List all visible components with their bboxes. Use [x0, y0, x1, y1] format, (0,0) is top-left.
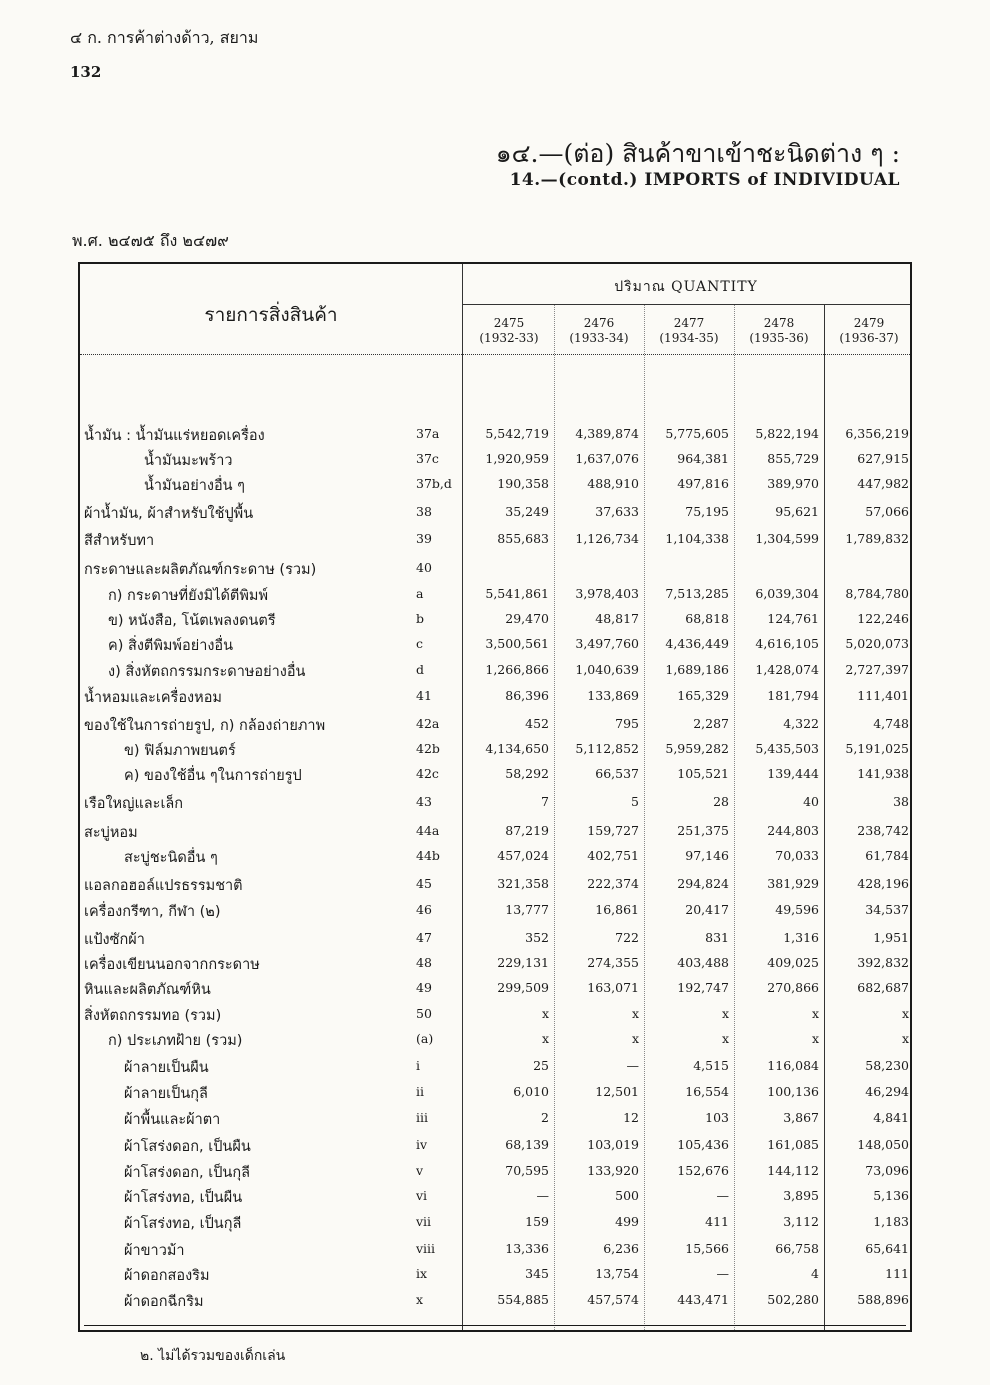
value-cell: 58,292: [505, 766, 549, 781]
table-row: [80, 1239, 914, 1263]
value-cell: 4,515: [693, 1058, 729, 1073]
value-cell: 321,358: [497, 876, 549, 891]
value-cell: 5,822,194: [755, 426, 819, 441]
value-cell: 35,249: [505, 504, 549, 519]
value-cell: 181,794: [767, 688, 819, 703]
value-cell: 4: [811, 1266, 819, 1281]
value-cell: 488,910: [587, 476, 639, 491]
year-header: [554, 316, 644, 346]
value-cell: 192,747: [677, 980, 729, 995]
row-label: แป้งซักผ้า: [84, 932, 145, 948]
value-cell: 73,096: [865, 1163, 909, 1178]
value-cell: 2,727,397: [845, 662, 909, 677]
row-label: ผ้าโสร่งทอ, เป็นผืน: [124, 1190, 243, 1206]
value-cell: 133,920: [587, 1163, 639, 1178]
row-label: น้ำหอมและเครื่องหอม: [84, 690, 222, 706]
table-row: [80, 764, 914, 788]
row-code: 37b,d: [416, 476, 452, 491]
value-cell: 6,236: [603, 1241, 639, 1256]
year-span: (1936-37): [839, 331, 899, 345]
value-cell: 61,784: [865, 848, 909, 863]
value-cell: 7,513,285: [665, 586, 729, 601]
value-cell: 37,633: [595, 504, 639, 519]
value-cell: 299,509: [497, 980, 549, 995]
value-cell: 964,381: [677, 451, 729, 466]
value-cell: 65,641: [865, 1241, 909, 1256]
value-cell: 111: [885, 1266, 909, 1281]
value-cell: 1,428,074: [755, 662, 819, 677]
row-code: x: [416, 1292, 424, 1307]
row-code: 44a: [416, 823, 440, 838]
table-row: [80, 1135, 914, 1159]
table-row: [80, 558, 914, 582]
table-title-thai: ๑๔.—(ต่อ) สินค้าขาเข้าชะนิดต่าง ๆ :: [495, 139, 900, 168]
row-label: สิ่งหัตถกรรมทอ (รวม): [84, 1008, 222, 1024]
value-cell: 159,727: [587, 823, 639, 838]
value-cell: 402,751: [587, 848, 639, 863]
value-cell: 15,566: [685, 1241, 729, 1256]
table-row: [80, 1161, 914, 1185]
value-cell: 3,978,403: [575, 586, 639, 601]
row-label: กระดาษและผลิตภัณฑ์กระดาษ (รวม): [84, 562, 317, 578]
value-cell: 3,112: [783, 1214, 819, 1229]
table-row: [80, 634, 914, 658]
value-cell: 274,355: [587, 955, 639, 970]
value-cell: 38: [893, 794, 909, 809]
row-label: ผ้าโสร่งดอก, เป็นผืน: [124, 1139, 251, 1155]
value-cell: 1,104,338: [665, 531, 729, 546]
table-row: [80, 474, 914, 498]
value-cell: 6,356,219: [845, 426, 909, 441]
value-cell: —: [626, 1058, 639, 1073]
value-cell: 40: [803, 794, 819, 809]
value-cell: 795: [615, 716, 639, 731]
row-code: i: [416, 1058, 420, 1073]
value-cell: 251,375: [677, 823, 729, 838]
table-row: [80, 739, 914, 763]
value-cell: 86,396: [505, 688, 549, 703]
table-row: [80, 424, 914, 448]
value-cell: 3,500,561: [485, 636, 549, 651]
running-header: ๔ ก. การค้าต่างด้าว, สยาม: [70, 28, 259, 47]
value-cell: 148,050: [857, 1137, 909, 1152]
row-code: (a): [416, 1031, 434, 1046]
value-cell: 855,683: [497, 531, 549, 546]
row-code: 48: [416, 955, 432, 970]
row-label: เครื่องกรีฑา, กีฬา (๒): [84, 904, 221, 920]
value-cell: 190,358: [497, 476, 549, 491]
value-cell: 497,816: [677, 476, 729, 491]
value-cell: 5,541,861: [485, 586, 549, 601]
value-cell: 4,134,650: [485, 741, 549, 756]
row-code: v: [416, 1163, 424, 1178]
value-cell: 25: [533, 1058, 549, 1073]
value-cell: 457,574: [587, 1292, 639, 1307]
value-cell: 5,775,605: [665, 426, 729, 441]
value-cell: 66,537: [595, 766, 639, 781]
row-code: 45: [416, 876, 432, 891]
value-cell: 58,230: [865, 1058, 909, 1073]
value-cell: 5,542,719: [485, 426, 549, 441]
value-cell: 13,777: [505, 902, 549, 917]
row-code: 44b: [416, 848, 440, 863]
value-cell: —: [716, 1188, 729, 1203]
value-cell: 159: [525, 1214, 549, 1229]
value-cell: x: [721, 1031, 729, 1046]
row-code: ii: [416, 1084, 424, 1099]
period-label: พ.ศ. ๒๔๗๕ ถึง ๒๔๗๙: [72, 231, 229, 250]
value-cell: 294,824: [677, 876, 729, 891]
value-cell: 499: [615, 1214, 639, 1229]
value-cell: 4,748: [873, 716, 909, 731]
value-cell: 163,071: [587, 980, 639, 995]
value-cell: 1,316: [783, 930, 819, 945]
table-row: [80, 1108, 914, 1132]
value-cell: 345: [525, 1266, 549, 1281]
value-cell: 457,024: [497, 848, 549, 863]
value-cell: 4,436,449: [665, 636, 729, 651]
row-label: ข) ฟิล์มภาพยนตร์: [124, 743, 236, 759]
row-code: 47: [416, 930, 432, 945]
value-cell: 409,025: [767, 955, 819, 970]
value-cell: 1,183: [873, 1214, 909, 1229]
value-cell: 443,471: [677, 1292, 729, 1307]
value-cell: 20,417: [685, 902, 729, 917]
row-label: ผ้าลายเป็นกุลี: [124, 1086, 208, 1102]
table-title-english: 14.—(contd.) IMPORTS of INDIVIDUAL: [509, 170, 900, 190]
value-cell: 1,789,832: [845, 531, 909, 546]
year-span: (1932-33): [479, 331, 539, 345]
row-label: ก) กระดาษที่ยังมิได้ตีพิมพ์: [108, 588, 269, 604]
year-header: [644, 316, 734, 346]
value-cell: 392,832: [857, 955, 909, 970]
value-cell: 141,938: [857, 766, 909, 781]
row-code: ix: [416, 1266, 428, 1281]
value-cell: 97,146: [685, 848, 729, 863]
value-cell: x: [631, 1031, 639, 1046]
value-cell: 238,742: [857, 823, 909, 838]
value-cell: 152,676: [677, 1163, 729, 1178]
value-cell: 4,616,105: [755, 636, 819, 651]
value-cell: 4,322: [783, 716, 819, 731]
value-cell: 381,929: [767, 876, 819, 891]
value-cell: 13,754: [595, 1266, 639, 1281]
quantity-header: ปริมาณ QUANTITY: [614, 279, 758, 295]
row-label: ก) ประเภทฝ้าย (รวม): [108, 1033, 243, 1049]
row-code: 37a: [416, 426, 440, 441]
value-cell: 8,784,780: [845, 586, 909, 601]
row-label: ผ้าขาวม้า: [124, 1243, 185, 1259]
value-cell: 12: [623, 1110, 639, 1125]
value-cell: 1,951: [873, 930, 909, 945]
value-cell: 1,689,186: [665, 662, 729, 677]
value-cell: 16,554: [685, 1084, 729, 1099]
row-label: ผ้าลายเป็นผืน: [124, 1060, 209, 1076]
value-cell: 7: [541, 794, 549, 809]
value-cell: 87,219: [505, 823, 549, 838]
value-cell: 5: [631, 794, 639, 809]
value-cell: 105,436: [677, 1137, 729, 1152]
value-cell: 502,280: [767, 1292, 819, 1307]
value-cell: 124,761: [767, 611, 819, 626]
row-code: 49: [416, 980, 432, 995]
year-label: 2476: [583, 316, 615, 330]
value-cell: 5,112,852: [575, 741, 639, 756]
value-cell: 352: [525, 930, 549, 945]
value-cell: 229,131: [497, 955, 549, 970]
row-code: 39: [416, 531, 432, 546]
row-code: vi: [416, 1188, 428, 1203]
row-label: น้ำมัน : น้ำมันแร่หยอดเครื่อง: [84, 428, 265, 444]
value-cell: 411: [705, 1214, 729, 1229]
value-cell: 6,010: [513, 1084, 549, 1099]
row-label: สะบู่หอม: [84, 825, 138, 841]
row-label: สะบู่ชะนิดอื่น ๆ: [124, 850, 218, 866]
value-cell: x: [541, 1031, 549, 1046]
value-cell: 103: [705, 1110, 729, 1125]
value-cell: 139,444: [767, 766, 819, 781]
row-label: น้ำมันมะพร้าว: [144, 453, 233, 469]
table-row: [80, 660, 914, 684]
table-row: [80, 1186, 914, 1210]
row-label: สีสำหรับทา: [84, 533, 155, 549]
value-cell: 244,803: [767, 823, 819, 838]
value-cell: 682,687: [857, 980, 909, 995]
value-cell: 48,817: [595, 611, 639, 626]
value-cell: 133,869: [587, 688, 639, 703]
value-cell: 5,136: [873, 1188, 909, 1203]
value-cell: 1,266,866: [485, 662, 549, 677]
value-cell: 161,085: [767, 1137, 819, 1152]
year-span: (1934-35): [659, 331, 719, 345]
table-row: [80, 686, 914, 710]
table-row: [80, 978, 914, 1002]
year-label: 2478: [763, 316, 795, 330]
row-label: ผ้าพื้นและผ้าตา: [124, 1112, 221, 1128]
value-cell: 70,595: [505, 1163, 549, 1178]
value-cell: 4,389,874: [575, 426, 639, 441]
row-label: หินและผลิตภัณฑ์หิน: [84, 982, 211, 998]
table-row: [80, 529, 914, 553]
table-row: [80, 821, 914, 845]
value-cell: 447,982: [857, 476, 909, 491]
value-cell: 105,521: [677, 766, 729, 781]
value-cell: 403,488: [677, 955, 729, 970]
table-row: [80, 584, 914, 608]
value-cell: 6,039,304: [755, 586, 819, 601]
value-cell: 1,040,639: [575, 662, 639, 677]
imports-table: [78, 262, 912, 1332]
value-cell: 5,020,073: [845, 636, 909, 651]
value-cell: x: [811, 1006, 819, 1021]
year-span: (1935-36): [749, 331, 809, 345]
value-cell: 389,970: [767, 476, 819, 491]
row-label: น้ำมันอย่างอื่น ๆ: [144, 478, 245, 494]
value-cell: 144,112: [767, 1163, 819, 1178]
row-code: d: [416, 662, 425, 677]
value-cell: 1,637,076: [575, 451, 639, 466]
value-cell: 5,959,282: [665, 741, 729, 756]
row-code: 42b: [416, 741, 440, 756]
table-row: [80, 928, 914, 952]
row-code: 41: [416, 688, 432, 703]
items-column-header: รายการสิ่งสินค้า: [204, 304, 338, 326]
page-number: 132: [70, 63, 102, 81]
footnote: ๒. ไม่ได้รวมของเด็กเล่น: [140, 1348, 286, 1364]
year-header: [464, 316, 554, 346]
row-code: iii: [416, 1110, 428, 1125]
row-label: ผ้าดอกสองริม: [124, 1268, 210, 1284]
value-cell: 1,126,734: [575, 531, 639, 546]
row-label: เครื่องเขียนนอกจากกระดาษ: [84, 957, 260, 973]
row-code: b: [416, 611, 425, 626]
table-row: [80, 1082, 914, 1106]
value-cell: 3,867: [783, 1110, 819, 1125]
value-cell: 3,497,760: [575, 636, 639, 651]
table-row: [80, 502, 914, 526]
value-cell: 16,861: [595, 902, 639, 917]
value-cell: 122,246: [857, 611, 909, 626]
table-row: [80, 953, 914, 977]
value-cell: 222,374: [587, 876, 639, 891]
value-cell: 722: [615, 930, 639, 945]
value-cell: 165,329: [677, 688, 729, 703]
table-row: [80, 1212, 914, 1236]
value-cell: 28: [713, 794, 729, 809]
row-code: 38: [416, 504, 432, 519]
value-cell: 428,196: [857, 876, 909, 891]
year-label: 2477: [673, 316, 705, 330]
year-header: [824, 316, 914, 346]
row-label: ของใช้ในการถ่ายรูป, ก) กล้องถ่ายภาพ: [84, 718, 326, 734]
value-cell: 5,191,025: [845, 741, 909, 756]
year-header: [734, 316, 824, 346]
table-row: [80, 1004, 914, 1028]
row-label: ข) หนังสือ, โน้ตเพลงดนตรี: [108, 613, 276, 629]
row-code: 37c: [416, 451, 439, 466]
value-cell: 49,596: [775, 902, 819, 917]
value-cell: 627,915: [857, 451, 909, 466]
row-label: เรือใหญ่และเล็ก: [84, 796, 184, 812]
table-row: [80, 1056, 914, 1080]
value-cell: 2: [541, 1110, 549, 1125]
value-cell: 270,866: [767, 980, 819, 995]
row-code: 50: [416, 1006, 432, 1021]
table-row: [80, 714, 914, 738]
value-cell: 831: [705, 930, 729, 945]
value-cell: 100,136: [767, 1084, 819, 1099]
row-code: 42c: [416, 766, 439, 781]
value-cell: 68,139: [505, 1137, 549, 1152]
row-label: ผ้าดอกฉีกริม: [124, 1294, 204, 1310]
value-cell: 554,885: [497, 1292, 549, 1307]
value-cell: 111,401: [857, 688, 909, 703]
value-cell: 34,537: [865, 902, 909, 917]
table-row: [80, 846, 914, 870]
value-cell: 452: [525, 716, 549, 731]
table-row: [80, 1264, 914, 1288]
value-cell: x: [541, 1006, 549, 1021]
row-label: ผ้าน้ำมัน, ผ้าสำหรับใช้ปูพื้น: [84, 506, 254, 522]
value-cell: 500: [615, 1188, 639, 1203]
table-row: [80, 609, 914, 633]
year-label: 2475: [493, 316, 525, 330]
table-row: [80, 874, 914, 898]
value-cell: 13,336: [505, 1241, 549, 1256]
row-label: แอลกอฮอล์แปรธรรมชาติ: [84, 878, 243, 894]
table-row: [80, 792, 914, 816]
value-cell: 29,470: [505, 611, 549, 626]
value-cell: 5,435,503: [755, 741, 819, 756]
value-cell: 1,304,599: [755, 531, 819, 546]
row-label: ผ้าโสร่งทอ, เป็นกุลี: [124, 1216, 242, 1232]
value-cell: 1,920,959: [485, 451, 549, 466]
value-cell: 66,758: [775, 1241, 819, 1256]
year-span: (1933-34): [569, 331, 629, 345]
row-label: ง) สิ่งหัตถกรรมกระดาษอย่างอื่น: [108, 664, 306, 680]
value-cell: x: [631, 1006, 639, 1021]
value-cell: 12,501: [595, 1084, 639, 1099]
table-row: [80, 1290, 914, 1314]
row-code: c: [416, 636, 424, 651]
header-rule: [462, 304, 910, 305]
value-cell: 855,729: [767, 451, 819, 466]
row-code: a: [416, 586, 424, 601]
table-row: [80, 449, 914, 473]
row-code: iv: [416, 1137, 428, 1152]
value-cell: x: [901, 1006, 909, 1021]
value-cell: —: [536, 1188, 549, 1203]
table-row: [80, 900, 914, 924]
value-cell: —: [716, 1266, 729, 1281]
value-cell: 57,066: [865, 504, 909, 519]
row-code: 46: [416, 902, 432, 917]
value-cell: 103,019: [587, 1137, 639, 1152]
row-code: viii: [416, 1241, 436, 1256]
header-rule: [80, 354, 910, 355]
row-code: 42a: [416, 716, 440, 731]
year-label: 2479: [853, 316, 885, 330]
table-row: [80, 1029, 914, 1053]
value-cell: x: [901, 1031, 909, 1046]
value-cell: 95,621: [775, 504, 819, 519]
value-cell: 75,195: [685, 504, 729, 519]
value-cell: 588,896: [857, 1292, 909, 1307]
value-cell: 2,287: [693, 716, 729, 731]
row-code: 43: [416, 794, 432, 809]
value-cell: 3,895: [783, 1188, 819, 1203]
value-cell: 70,033: [775, 848, 819, 863]
value-cell: 4,841: [873, 1110, 909, 1125]
value-cell: x: [721, 1006, 729, 1021]
value-cell: 46,294: [865, 1084, 909, 1099]
row-code: 40: [416, 560, 432, 575]
row-label: ค) สิ่งตีพิมพ์อย่างอื่น: [108, 638, 234, 654]
row-label: ผ้าโสร่งดอก, เป็นกุลี: [124, 1165, 251, 1181]
row-code: vii: [416, 1214, 432, 1229]
value-cell: 68,818: [685, 611, 729, 626]
row-label: ค) ของใช้อื่น ๆในการถ่ายรูป: [124, 768, 302, 784]
value-cell: x: [811, 1031, 819, 1046]
value-cell: 116,084: [767, 1058, 819, 1073]
